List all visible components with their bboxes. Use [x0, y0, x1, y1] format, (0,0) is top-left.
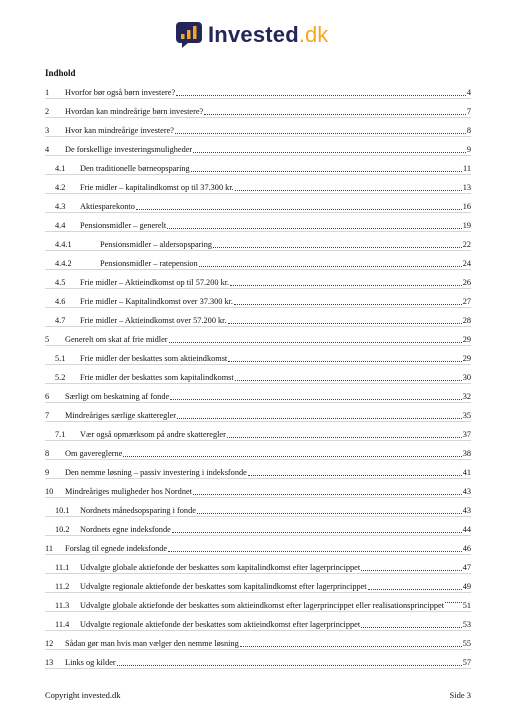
- toc-entry-number: 7: [45, 411, 50, 420]
- toc-dot-leader: [368, 588, 462, 590]
- toc-dot-leader: [199, 265, 462, 267]
- toc-dot-leader: [197, 512, 462, 514]
- toc-entry-page: 22: [462, 240, 471, 249]
- toc-entry-page: 11: [463, 164, 471, 173]
- toc-entry[interactable]: [45, 289, 471, 308]
- toc-entry[interactable]: [45, 536, 471, 555]
- toc-entry-title: Pensionsmidler – ratepension: [100, 259, 198, 268]
- toc-entry-page: 32: [462, 392, 471, 401]
- toc-entry[interactable]: [45, 213, 471, 232]
- toc-entry-number: 11.1: [55, 563, 70, 572]
- toc-dot-leader: [168, 550, 462, 552]
- toc-dot-leader: [230, 284, 462, 286]
- toc-entry[interactable]: [45, 384, 471, 403]
- toc-entry[interactable]: [45, 270, 471, 289]
- toc-entry-page: 55: [462, 639, 471, 648]
- toc-entry[interactable]: [45, 574, 471, 593]
- toc-dot-leader: [172, 531, 462, 533]
- toc-entry-title: Links og kilder: [65, 658, 116, 667]
- toc-entry-title: Udvalgte globale aktiefonde der beskattes som aktieindkomst efter lagerprincippet eller realisationsprincippet: [80, 601, 445, 610]
- toc-entry-page: 7: [466, 107, 471, 116]
- toc-dot-leader: [170, 398, 462, 400]
- toc-dot-leader: [117, 664, 462, 666]
- toc-entry-number: 12: [45, 639, 54, 648]
- toc-dot-leader: [248, 474, 462, 476]
- toc-entry-number: 11.2: [55, 582, 70, 591]
- toc-entry[interactable]: [45, 80, 471, 99]
- toc-entry[interactable]: [45, 403, 471, 422]
- toc-entry-page: 43: [462, 487, 471, 496]
- toc-entry[interactable]: [45, 194, 471, 213]
- toc-entry-page: 49: [462, 582, 471, 591]
- toc-entry-page: 57: [462, 658, 471, 667]
- toc-dot-leader: [167, 227, 462, 229]
- toc-entry[interactable]: [45, 308, 471, 327]
- toc-dot-leader: [361, 626, 462, 628]
- toc-entry-number: 10.2: [55, 525, 70, 534]
- toc-entry-page: 46: [462, 544, 471, 553]
- toc-entry-title: Udvalgte globale aktiefonde der beskattes som kapitalindkomst efter lagerprincippet: [80, 563, 361, 572]
- toc-entry-title: Frie midler – Kapitalindkomst over 37.300 kr.: [80, 297, 234, 306]
- toc-entry-number: 4.4: [55, 221, 66, 230]
- toc-entry-page: 19: [462, 221, 471, 230]
- page-number: Side 3: [449, 690, 471, 700]
- toc-entry-page: 47: [462, 563, 471, 572]
- toc-entry[interactable]: [45, 650, 471, 669]
- toc-entry[interactable]: [45, 118, 471, 137]
- toc-entry-page: 38: [462, 449, 471, 458]
- toc-entry[interactable]: [45, 232, 471, 251]
- toc-entry-page: 44: [462, 525, 471, 534]
- toc-dot-leader: [228, 360, 461, 362]
- toc-entry-title: Om gavereglerne: [65, 449, 123, 458]
- table-of-contents: [45, 80, 471, 669]
- toc-dot-leader: [177, 417, 462, 419]
- toc-entry-title: Vær også opmærksom på andre skatteregler: [80, 430, 226, 439]
- toc-dot-leader: [193, 151, 466, 153]
- toc-entry[interactable]: [45, 612, 471, 631]
- toc-entry[interactable]: [45, 175, 471, 194]
- toc-entry-page: 8: [466, 126, 471, 135]
- toc-entry-page: 26: [462, 278, 471, 287]
- toc-entry-number: 11: [45, 544, 53, 553]
- toc-entry-title: Den traditionelle børneopsparing: [80, 164, 190, 173]
- logo-name: Invested: [208, 22, 299, 47]
- toc-dot-leader: [169, 341, 462, 343]
- toc-entry-title: Sådan gør man hvis man vælger den nemme løsning: [65, 639, 239, 648]
- toc-entry-number: 4.5: [55, 278, 66, 287]
- toc-entry-number: 4.7: [55, 316, 66, 325]
- toc-entry[interactable]: [45, 251, 471, 270]
- toc-entry-page: 35: [462, 411, 471, 420]
- toc-entry-title: Udvalgte regionale aktiefonde der beskattes som kapitalindkomst efter lagerprincippet: [80, 582, 367, 591]
- toc-dot-leader: [228, 322, 462, 324]
- toc-dot-leader: [234, 303, 462, 305]
- toc-entry[interactable]: [45, 156, 471, 175]
- toc-entry[interactable]: [45, 422, 471, 441]
- logo-tld: .dk: [298, 22, 329, 47]
- toc-entry-title: Frie midler – kapitalindkomst op til 37.300 kr.: [80, 183, 234, 192]
- toc-entry[interactable]: [45, 99, 471, 118]
- toc-dot-leader: [176, 94, 466, 96]
- toc-entry-title: Pensionsmidler – generelt: [80, 221, 167, 230]
- toc-entry-number: 11.4: [55, 620, 70, 629]
- toc-entry[interactable]: [45, 498, 471, 517]
- toc-entry-number: 4.6: [55, 297, 66, 306]
- toc-entry-title: Den nemme løsning – passiv investering i indeksfonde: [65, 468, 247, 477]
- toc-entry-number: 4: [45, 145, 50, 154]
- toc-entry-number: 2: [45, 107, 50, 116]
- toc-entry-page: 53: [462, 620, 471, 629]
- toc-entry-title: Frie midler – Aktieindkomst op til 57.200 kr.: [80, 278, 230, 287]
- toc-entry-number: 13: [45, 658, 54, 667]
- toc-entry[interactable]: [45, 365, 471, 384]
- toc-entry-number: 9: [45, 468, 50, 477]
- toc-dot-leader: [227, 436, 462, 438]
- toc-entry-page: 9: [466, 145, 471, 154]
- toc-entry[interactable]: [45, 441, 471, 460]
- toc-dot-leader: [136, 208, 462, 210]
- toc-entry-title: Frie midler – Aktieindkomst over 57.200 kr.: [80, 316, 227, 325]
- toc-entry-title: Særligt om beskatning af fonde: [65, 392, 170, 401]
- toc-entry-title: Aktiesparekonto: [80, 202, 135, 211]
- bar-chart-logo-icon: [176, 22, 202, 48]
- toc-entry-title: De forskellige investeringsmuligheder: [65, 145, 193, 154]
- toc-entry-title: Nordnets månedsopsparing i fonde: [80, 506, 196, 515]
- toc-entry-page: 16: [462, 202, 471, 211]
- toc-entry-number: 6: [45, 392, 50, 401]
- toc-entry-page: 37: [462, 430, 471, 439]
- toc-entry[interactable]: [45, 555, 471, 574]
- invested-logo: [176, 20, 328, 50]
- toc-entry-number: 11.3: [55, 601, 70, 610]
- toc-entry[interactable]: [45, 327, 471, 346]
- toc-entry[interactable]: [45, 631, 471, 650]
- toc-entry-title: Generelt om skat af frie midler: [65, 335, 168, 344]
- toc-entry-title: Hvorfor bør også børn investere?: [65, 88, 176, 97]
- toc-entry-number: 4.1: [55, 164, 66, 173]
- toc-entry-page: 27: [462, 297, 471, 306]
- toc-entry-number: 4.3: [55, 202, 66, 211]
- page-footer: [45, 690, 471, 700]
- toc-entry-page: 28: [462, 316, 471, 325]
- toc-entry-title: Frie midler der beskattes som aktieindkomst: [80, 354, 228, 363]
- toc-entry-page: 30: [462, 373, 471, 382]
- toc-entry-number: 4.2: [55, 183, 66, 192]
- toc-entry[interactable]: [45, 593, 471, 612]
- toc-entry-page: 29: [462, 354, 471, 363]
- toc-entry-title: Hvor kan mindreårige investere?: [65, 126, 174, 135]
- toc-entry-title: Forslag til egnede indeksfonde: [65, 544, 168, 553]
- toc-dot-leader: [123, 455, 461, 457]
- toc-entry-number: 8: [45, 449, 50, 458]
- toc-entry-number: 3: [45, 126, 50, 135]
- toc-entry-page: 41: [462, 468, 471, 477]
- toc-dot-leader: [235, 189, 462, 191]
- toc-entry-number: 7.1: [55, 430, 66, 439]
- toc-entry-number: 5.2: [55, 373, 66, 382]
- toc-entry[interactable]: [45, 137, 471, 156]
- toc-entry-number: 5: [45, 335, 50, 344]
- toc-dot-leader: [361, 569, 462, 571]
- copyright-text: Copyright invested.dk: [45, 690, 121, 700]
- toc-entry-number: 4.4.2: [55, 259, 72, 268]
- toc-entry-title: Nordnets egne indeksfonde: [80, 525, 171, 534]
- toc-entry[interactable]: [45, 479, 471, 498]
- toc-entry-title: Pensionsmidler – aldersopsparing: [100, 240, 212, 249]
- toc-entry-number: 4.4.1: [55, 240, 72, 249]
- toc-entry-title: Hvordan kan mindreårige børn investere?: [65, 107, 204, 116]
- toc-entry-number: 10: [45, 487, 54, 496]
- toc-dot-leader: [240, 645, 462, 647]
- toc-entry-number: 1: [45, 88, 50, 97]
- toc-dot-leader: [213, 246, 462, 248]
- toc-dot-leader: [445, 601, 462, 603]
- toc-entry-number: 5.1: [55, 354, 66, 363]
- toc-entry-number: 10.1: [55, 506, 70, 515]
- toc-dot-leader: [191, 170, 462, 172]
- toc-dot-leader: [175, 132, 466, 134]
- toc-entry[interactable]: [45, 460, 471, 479]
- toc-dot-leader: [235, 379, 462, 381]
- toc-dot-leader: [204, 113, 466, 115]
- toc-entry[interactable]: [45, 346, 471, 365]
- toc-entry-title: Mindreåriges særlige skatteregler: [65, 411, 177, 420]
- toc-heading: Indhold: [45, 68, 76, 78]
- toc-entry-title: Frie midler der beskattes som kapitalindkomst: [80, 373, 234, 382]
- toc-entry-page: 13: [462, 183, 471, 192]
- toc-dot-leader: [193, 493, 462, 495]
- toc-entry[interactable]: [45, 517, 471, 536]
- toc-entry-page: 43: [462, 506, 471, 515]
- toc-entry-title: Udvalgte regionale aktiefonde der beskattes som aktieindkomst efter lagerprincippet: [80, 620, 361, 629]
- toc-entry-page: 24: [462, 259, 471, 268]
- toc-entry-page: 29: [462, 335, 471, 344]
- toc-entry-page: 4: [466, 88, 471, 97]
- toc-entry-title: Mindreåriges muligheder hos Nordnet: [65, 487, 192, 496]
- toc-entry-page: 51: [462, 601, 471, 610]
